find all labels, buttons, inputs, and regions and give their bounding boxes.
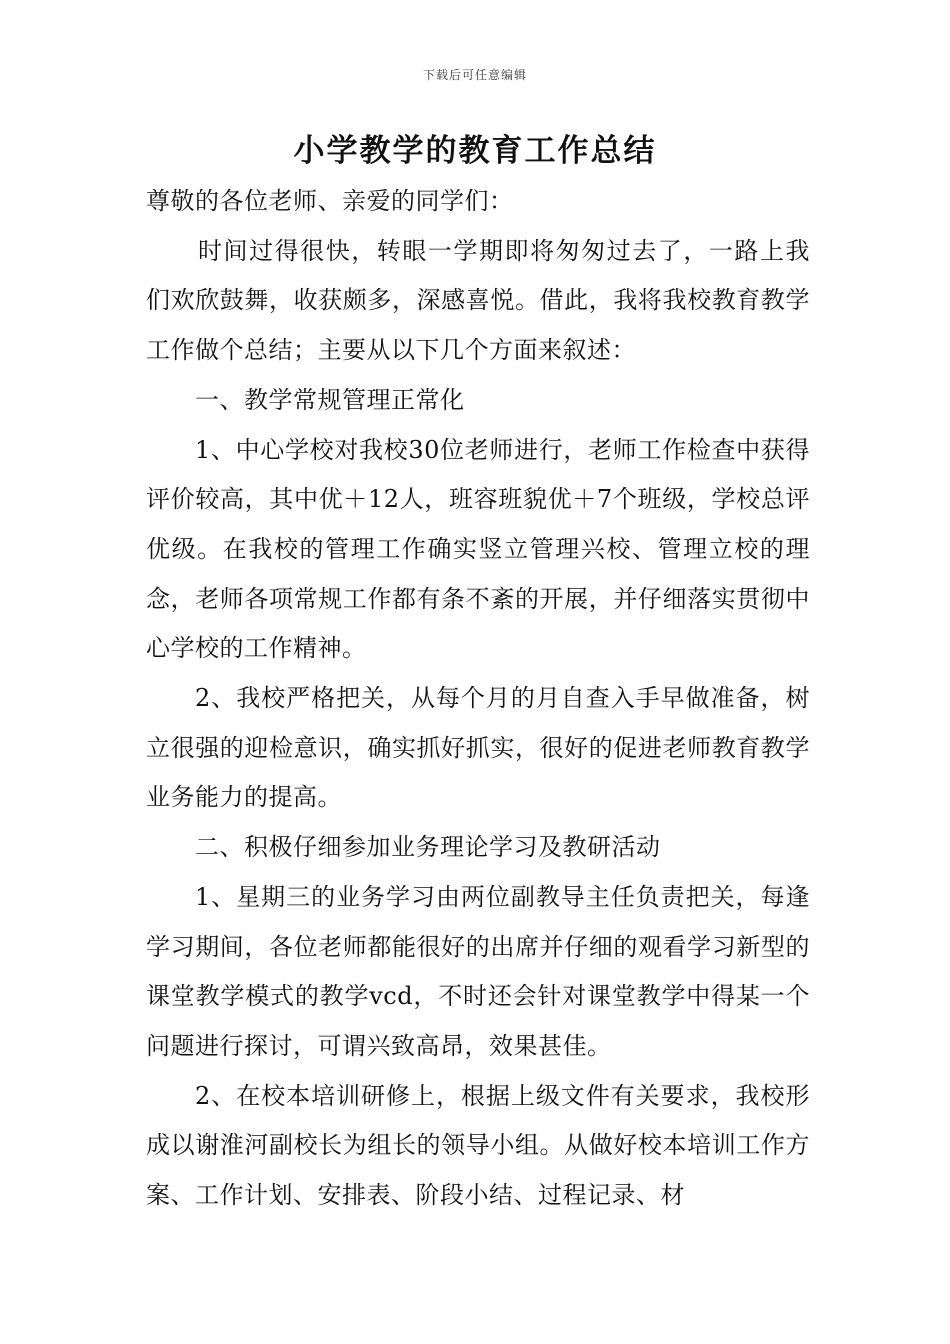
section-1-item-1-paragraph: 1、中心学校对我校30位老师进行，老师工作检查中获得评价较高，其中优＋12人，班容班貌优＋7个班级，学校总评优级。在我校的管理工作确实竖立管理兴校、管理立校的理念，老师各项常规工作都有条不紊的开展，并仔细落实贯彻中心学校的工作精神。 [146, 435, 810, 663]
document-title: 小学教学的教育工作总结 [293, 133, 657, 169]
section-2-item-2-paragraph: 2、在校本培训研修上，根据上级文件有关要求，我校形成以谢淮河副校长为组长的领导小组。从做好校本培训工作方案、工作计划、安排表、阶段小结、过程记录、材 [146, 1081, 810, 1210]
intro-paragraph: 时间过得很快，转眼一学期即将匆匆过去了，一路上我们欢欣鼓舞，收获颇多，深感喜悦。借此，我将我校教育教学工作做个总结；主要从以下几个方面来叙述： [146, 236, 810, 365]
section-2-item-1-paragraph: 1、星期三的业务学习由两位副教导主任负责把关，每逢学习期间，各位老师都能很好的出席并仔细的观看学习新型的课堂教学模式的教学vcd，不时还会针对课堂教学中得某一个问题进行探讨，可谓兴致高昂，效果甚佳。 [146, 882, 810, 1060]
section-2-heading: 二、积极仔细参加业务理论学习及教研活动 [195, 833, 661, 862]
salutation-paragraph: 尊敬的各位老师、亲爱的同学们： [146, 187, 514, 215]
header-note: 下载后可任意编辑 [422, 68, 527, 82]
section-1-item-2-paragraph: 2、我校严格把关，从每个月的月自查入手早做准备，树立很强的迎检意识，确实抓好抓实，很好的促进老师教育教学业务能力的提高。 [146, 684, 810, 812]
document-body [146, 177, 810, 1221]
section-1-heading: 一、教学常规管理正常化 [195, 385, 465, 414]
